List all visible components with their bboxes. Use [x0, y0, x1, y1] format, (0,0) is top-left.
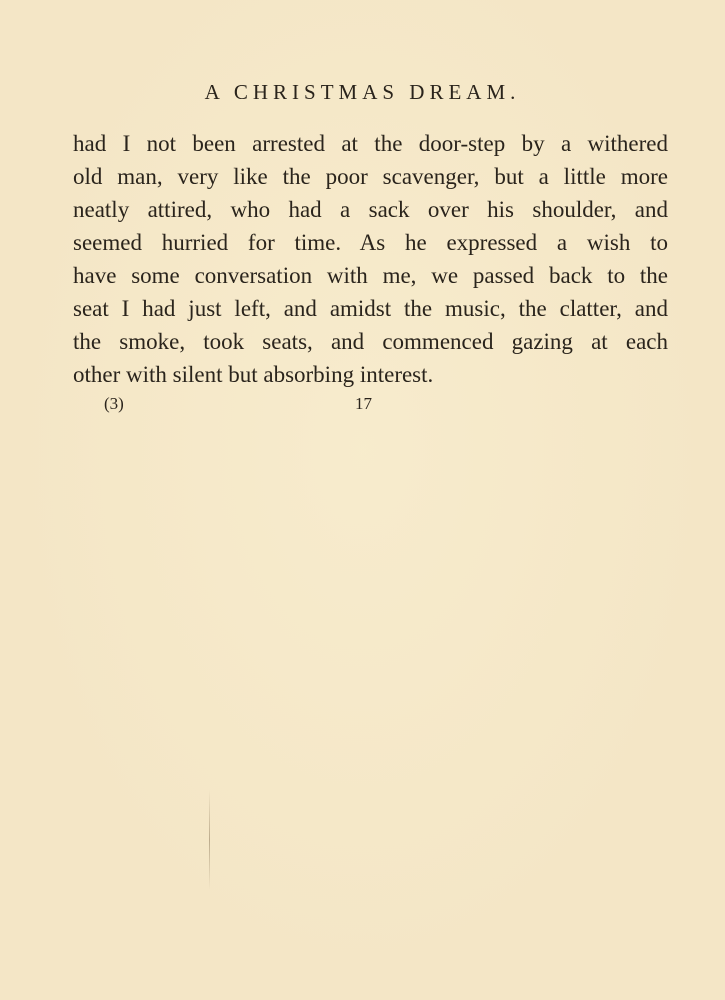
text-line: seat I had just left, and amidst the music, the clatter, and: [73, 296, 668, 321]
signature-mark: (3): [104, 394, 124, 413]
text-line: old man, very like the poor scavenger, but a little more: [73, 164, 668, 189]
text-line: the smoke, took seats, and commenced gazing at each: [73, 329, 668, 354]
text-line: neatly attired, who had a sack over his shoulder, and: [73, 197, 668, 222]
running-title: A CHRISTMAS DREAM.: [204, 80, 521, 104]
page-number: 17: [355, 394, 372, 413]
paper-fold-mark: [209, 790, 210, 890]
text-line: seemed hurried for time. As he expressed a wish to: [73, 230, 668, 255]
body-paragraph: [73, 127, 668, 391]
text-line: have some conversation with me, we passed back to the: [73, 263, 668, 288]
text-line: other with silent but absorbing interest.: [73, 362, 434, 387]
text-line: had I not been arrested at the door-step by a withered: [73, 131, 668, 156]
